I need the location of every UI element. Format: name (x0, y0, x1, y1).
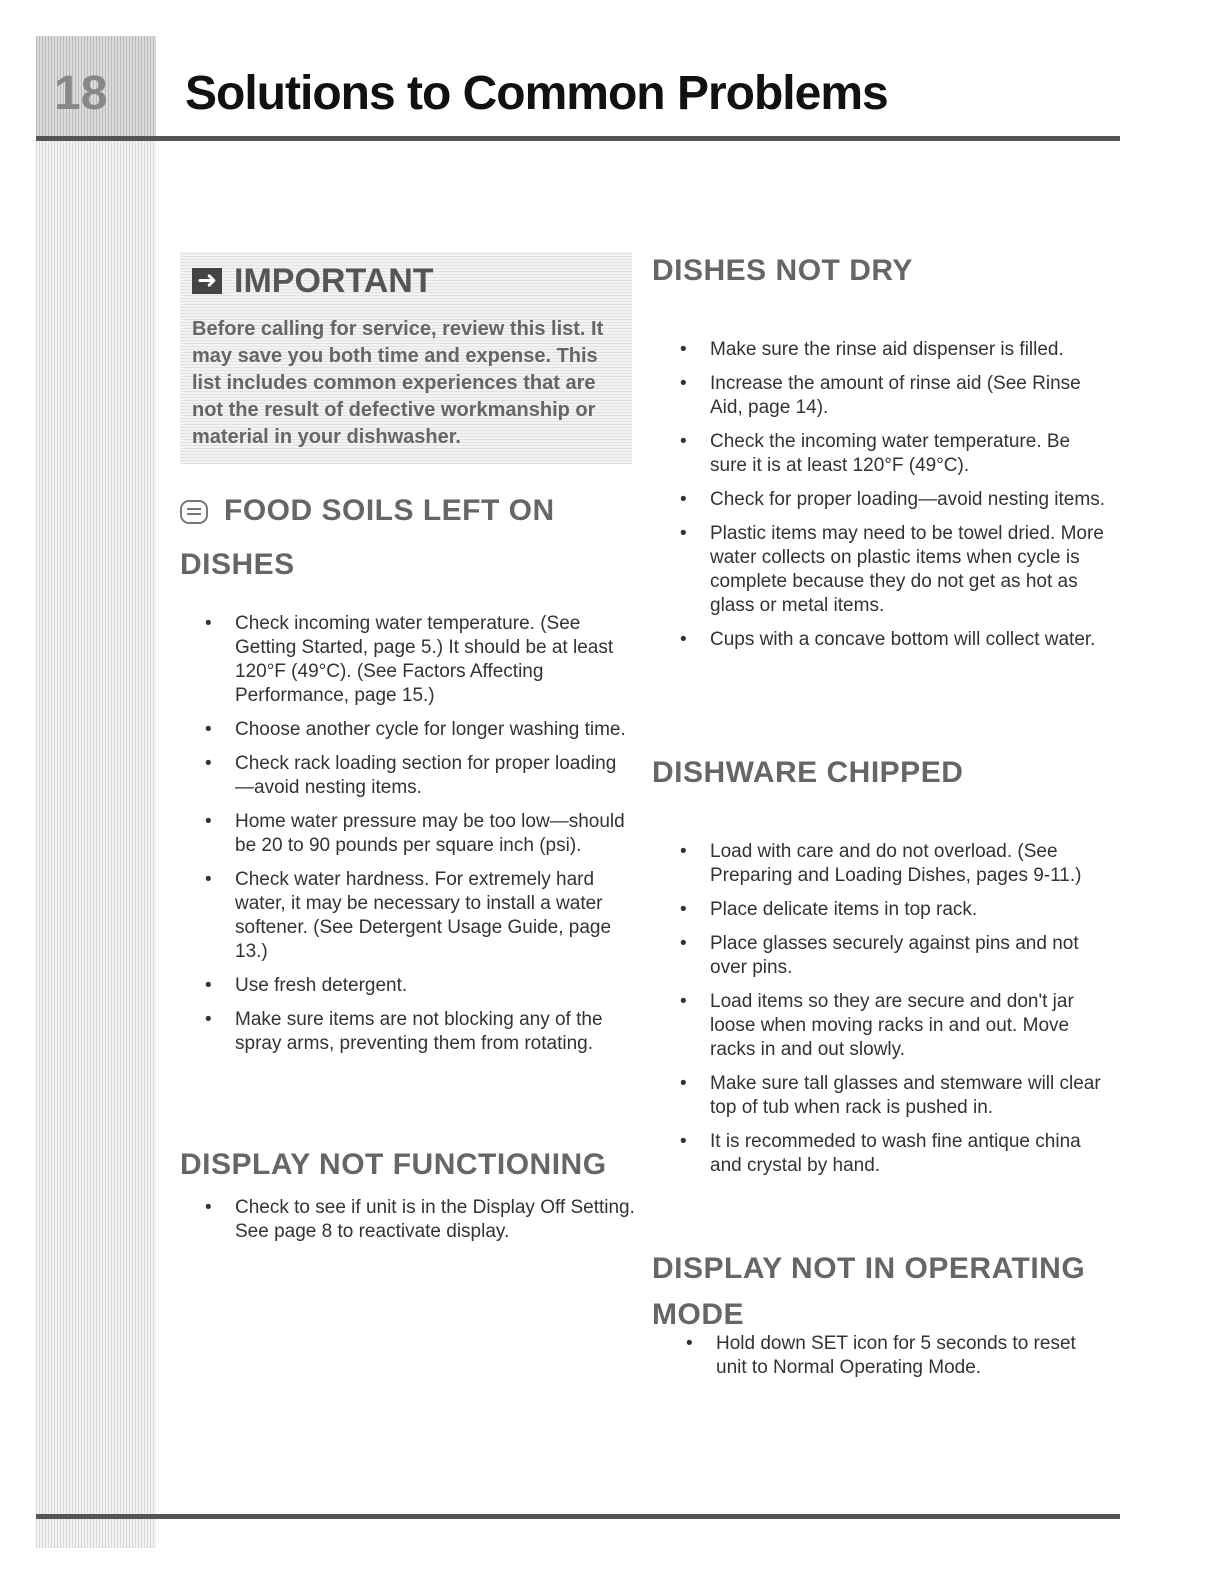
display-not-functioning-heading: DISPLAY NOT FUNCTIONING (180, 1148, 607, 1181)
list-item: • Use fresh detergent. (205, 974, 635, 998)
important-title: IMPORTANT (234, 262, 434, 300)
display-not-functioning-list (205, 1196, 635, 1254)
important-text: Before calling for service, review this list. It may save you both time and expense. This list includes common experiences that are not the result of defective workmanship or material in your dishwasher. (192, 318, 604, 448)
list-item: • Check the incoming water temperature. Be sure it is at least 120°F (49°C). (680, 430, 1110, 478)
list-item: • Cups with a concave bottom will collect water. (680, 628, 1110, 652)
header-rule (36, 136, 1120, 141)
list-item: • Make sure tall glasses and stemware will clear top of tub when rack is pushed in. (680, 1072, 1110, 1120)
list-item: • Plastic items may need to be towel dried. More water collects on plastic items when cycle is complete because they do not get as hot as glass or metal items. (680, 522, 1110, 618)
list-item: • Increase the amount of rinse aid (See Rinse Aid, page 14). (680, 372, 1110, 420)
page-number: 18 (54, 67, 108, 120)
list-item: • Check incoming water temperature. (See Getting Started, page 5.) It should be at least 120°F (49°C). (See Factors Affecting Performance, page 15.) (205, 612, 635, 708)
list-item: • Load with care and do not overload. (See Preparing and Loading Dishes, pages 9-11.) (680, 840, 1110, 888)
list-item: • Hold down SET icon for 5 seconds to reset unit to Normal Operating Mode. (686, 1332, 1106, 1380)
list-item: • Check to see if unit is in the Display Off Setting. See page 8 to reactivate display. (205, 1196, 635, 1244)
food-plate-icon (180, 500, 208, 524)
arrow-right-icon: ➜ (192, 268, 222, 294)
list-item: • It is recommeded to wash fine antique china and crystal by hand. (680, 1130, 1110, 1178)
list-item: • Choose another cycle for longer washing time. (205, 718, 635, 742)
list-item: • Place delicate items in top rack. (680, 898, 1110, 922)
list-item: • Make sure items are not blocking any of the spray arms, preventing them from rotating. (205, 1008, 635, 1056)
dishes-not-dry-heading: DISHES NOT DRY (652, 254, 913, 287)
list-item: • Place glasses securely against pins and not over pins. (680, 932, 1110, 980)
display-not-operating-heading: DISPLAY NOT IN OPERATING MODE (652, 1252, 1086, 1331)
list-item: • Load items so they are secure and don't jar loose when moving racks in and out. Move racks in and out slowly. (680, 990, 1110, 1062)
page-title: Solutions to Common Problems (185, 67, 888, 120)
display-not-operating-list (686, 1332, 1106, 1390)
dishes-not-dry-list (680, 338, 1110, 662)
dishware-chipped-list (680, 840, 1110, 1188)
footer-rule (36, 1514, 1120, 1519)
list-item: • Check water hardness. For extremely hard water, it may be necessary to install a water softener. (See Detergent Usage Guide, page 13.) (205, 868, 635, 964)
dishware-chipped-heading: DISHWARE CHIPPED (652, 756, 964, 789)
side-strip (36, 36, 156, 1548)
list-item: • Home water pressure may be too low—should be 20 to 90 pounds per square inch (psi). (205, 810, 635, 858)
list-item: • Make sure the rinse aid dispenser is filled. (680, 338, 1110, 362)
list-item: • Check rack loading section for proper loading—avoid nesting items. (205, 752, 635, 800)
food-soils-heading (180, 484, 620, 592)
food-soils-list (205, 612, 635, 1066)
important-box (180, 252, 632, 464)
list-item: • Check for proper loading—avoid nesting items. (680, 488, 1110, 512)
food-soils-title: FOOD SOILS LEFT ON DISHES (180, 494, 555, 581)
